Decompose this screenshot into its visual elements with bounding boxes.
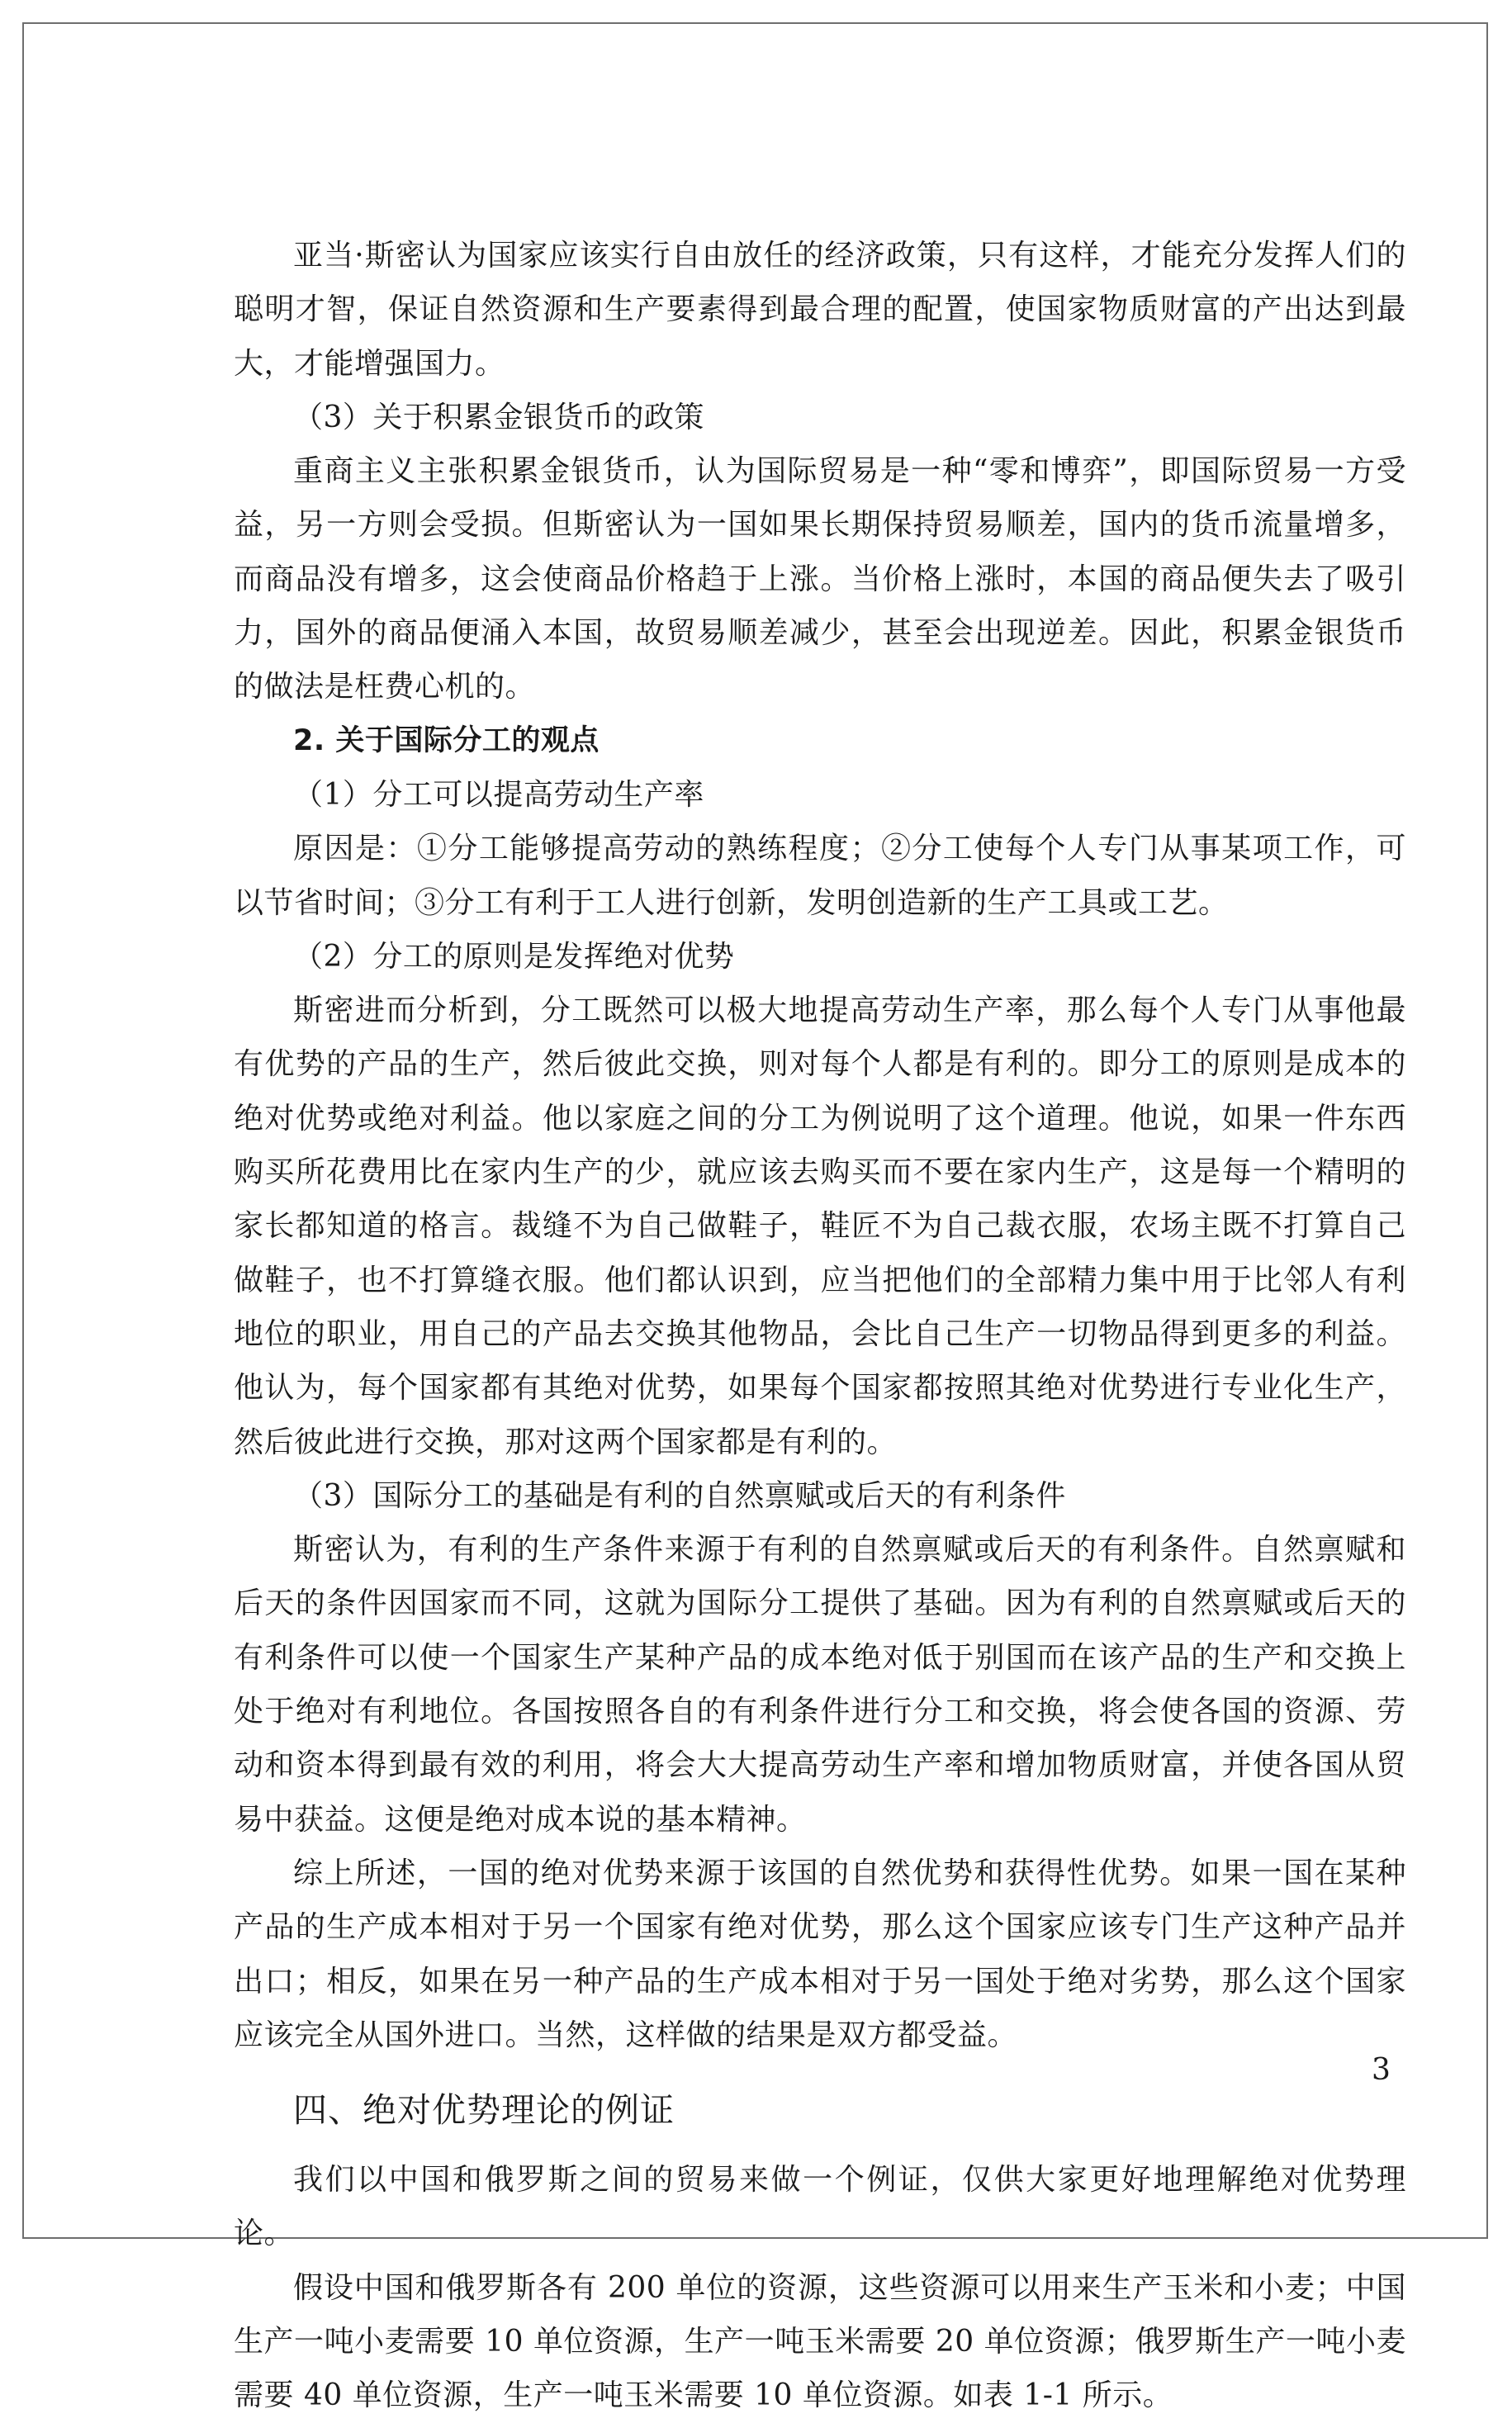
subheading-natural-endowment: （3）国际分工的基础是有利的自然禀赋或后天的有利条件: [293, 1478, 1066, 1513]
page-content: [234, 229, 1406, 2423]
page-number: 3: [1372, 2053, 1391, 2087]
paragraph-laissez-faire: 亚当·斯密认为国家应该实行自由放任的经济政策，只有这样，才能充分发挥人们的聪明才智，保证自然资源和生产要素得到最合理的配置，使国家物质财富的产出达到最大，才能增强国力。: [234, 239, 1406, 381]
paragraph-summary: 综上所述，一国的绝对优势来源于该国的自然优势和获得性优势。如果一国在某种产品的生产成本相对于另一个国家有绝对优势，那么这个国家应该专门生产这种产品并出口；相反，如果在另一种产品的生产成本相对于另一国处于绝对劣势，那么这个国家应该完全从国外进口。当然，这样做的结果是双方都受益。: [234, 1856, 1406, 2052]
paragraph-mercantilism: 重商主义主张积累金银货币，认为国际贸易是一种“零和博弈”，即国际贸易一方受益，另一方则会受损。但斯密认为一国如果长期保持贸易顺差，国内的货币流量增多，而商品没有增多，这会使商品价格趋于上涨。当价格上涨时，本国的商品便失去了吸引力，国外的商品便涌入本国，故贸易顺差减少，甚至会出现逆差。因此，积累金银货币的做法是枉费心机的。: [234, 454, 1406, 704]
subheading-absolute-advantage-principle: （2）分工的原则是发挥绝对优势: [293, 939, 735, 974]
page-frame: [22, 22, 1488, 2413]
chapter-heading-example: 四、绝对优势理论的例证: [293, 2090, 675, 2131]
paragraph-smith-analysis: 斯密进而分析到，分工既然可以极大地提高劳动生产率，那么每个人专门从事他最有优势的产品的生产，然后彼此交换，则对每个人都是有利的。即分工的原则是成本的绝对优势或绝对利益。他以家庭之间的分工为例说明了这个道理。他说，如果一件东西购买所花费用比在家内生产的少，就应该去购买而不要在家内生产，这是每一个精明的家长都知道的格言。裁缝不为自己做鞋子，鞋匠不为自己裁衣服，农场主既不打算自己做鞋子，也不打算缝衣服。他们都认识到，应当把他们的全部精力集中用于比邻人有利地位的职业，用自己的产品去交换其他物品，会比自己生产一切物品得到更多的利益。他认为，每个国家都有其绝对优势，如果每个国家都按照其绝对优势进行专业化生产，然后彼此进行交换，那对这两个国家都是有利的。: [234, 993, 1406, 1459]
section-heading-division-of-labor: 2. 关于国际分工的观点: [293, 723, 600, 757]
subheading-gold-silver-policy: （3）关于积累金银货币的政策: [293, 400, 704, 434]
paragraph-example-assumption: 假设中国和俄罗斯各有 200 单位的资源，这些资源可以用来生产玉米和小麦；中国生产一吨小麦需要 10 单位资源，生产一吨玉米需要 20 单位资源；俄罗斯生产一吨小麦需要 40 单位资源，生产一吨玉米需要 10 单位资源。如表 1-1 所示。: [234, 2270, 1406, 2413]
subheading-productivity: （1）分工可以提高劳动生产率: [293, 777, 704, 812]
paragraph-reasons: 原因是：①分工能够提高劳动的熟练程度；②分工使每个人专门从事某项工作，可以节省时间；③分工有利于工人进行创新，发明创造新的生产工具或工艺。: [234, 832, 1406, 920]
paragraph-example-intro: 我们以中国和俄罗斯之间的贸易来做一个例证，仅供大家更好地理解绝对优势理论。: [234, 2163, 1406, 2251]
paragraph-endowment: 斯密认为，有利的生产条件来源于有利的自然禀赋或后天的有利条件。自然禀赋和后天的条件因国家而不同，这就为国际分工提供了基础。因为有利的自然禀赋或后天的有利条件可以使一个国家生产某种产品的成本绝对低于别国而在该产品的生产和交换上处于绝对有利地位。各国按照各自的有利条件进行分工和交换，将会使各国的资源、劳动和资本得到最有效的利用，将会大大提高劳动生产率和增加物质财富，并使各国从贸易中获益。这便是绝对成本说的基本精神。: [234, 1533, 1406, 1837]
